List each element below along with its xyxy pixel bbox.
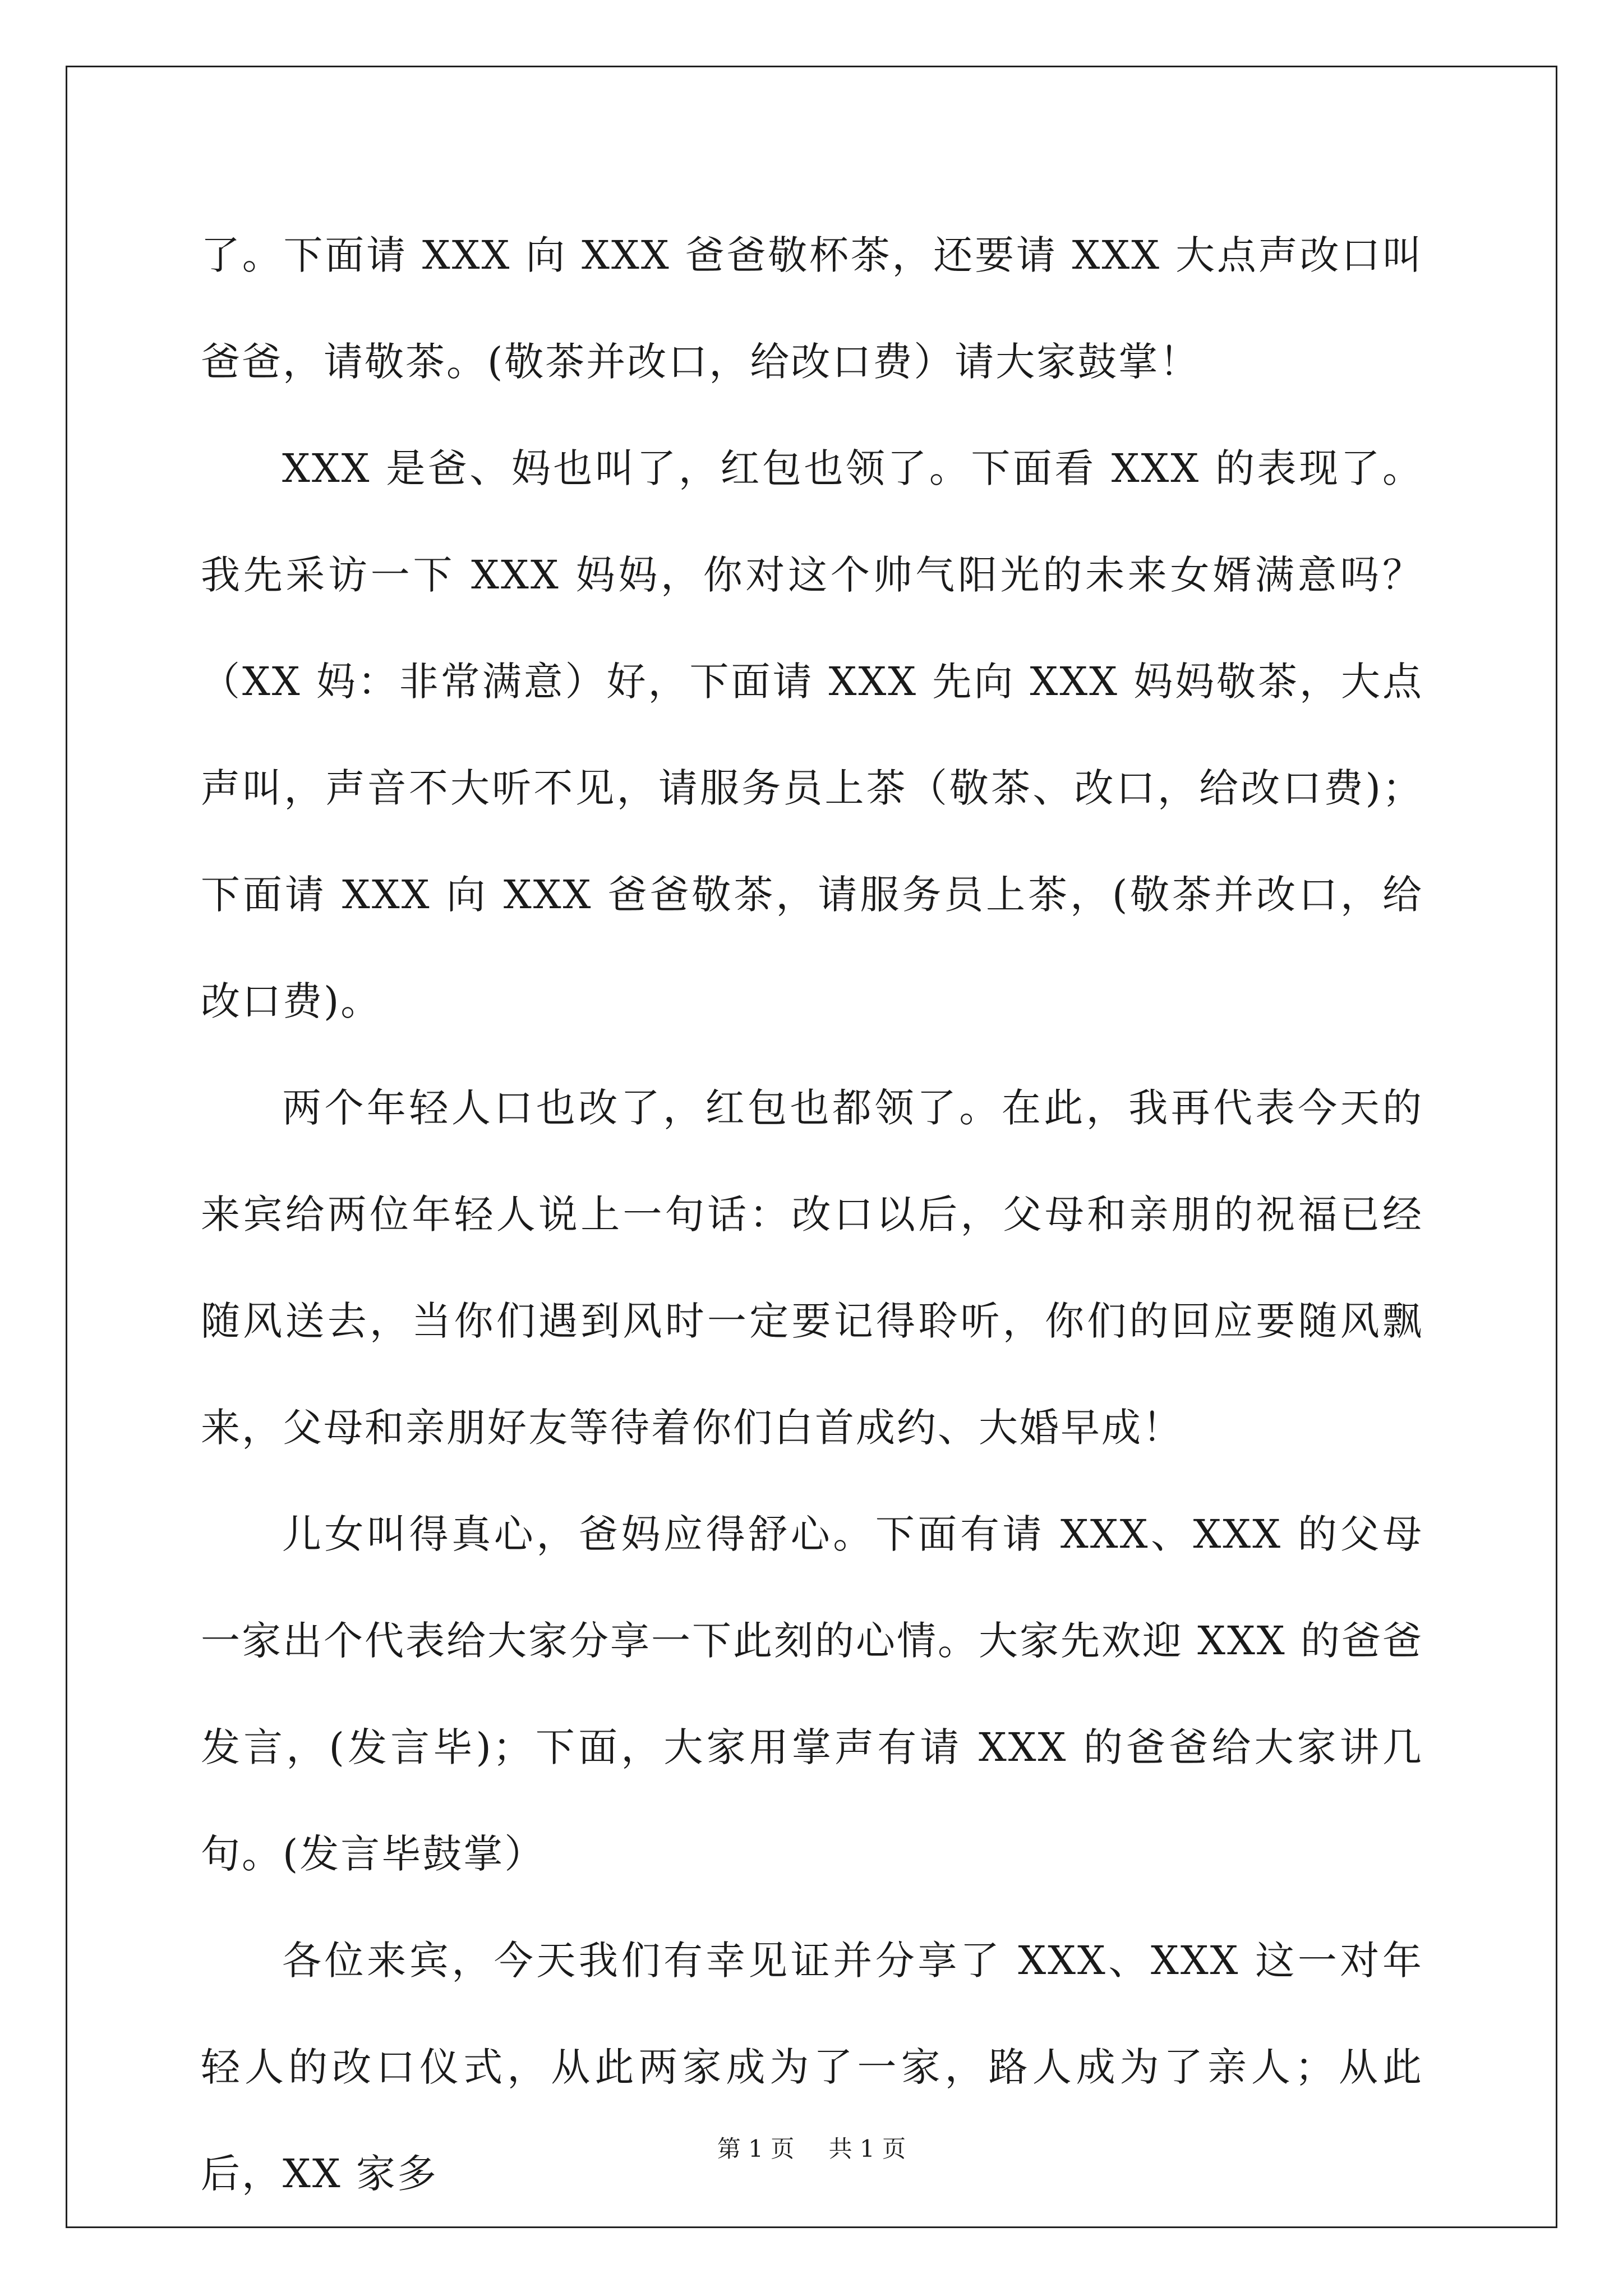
page-number-total: 共 1 页 xyxy=(828,2135,906,2162)
page-footer xyxy=(0,2131,1623,2164)
document-body xyxy=(201,202,1423,2227)
paragraph-3: 两个年轻人口也改了，红包也都领了。在此，我再代表今天的来宾给两位年轻人说上一句话：改口以后，父母和亲朋的祝福已经随风送去，当你们遇到风时一定要记得聆听，你们的回应要随风飘来，父母和亲朋好友等待着你们白首成约、大婚早成！ xyxy=(201,1085,1423,1451)
page-number-current: 第 1 页 xyxy=(717,2135,795,2162)
paragraph-1: 了。下面请 XXX 向 XXX 爸爸敬杯茶，还要请 XXX 大点声改口叫爸爸，请敬茶。(敬茶并改口，给改口费）请大家鼓掌！ xyxy=(201,232,1423,385)
paragraph-4: 儿女叫得真心，爸妈应得舒心。下面有请 XXX、XXX 的父母一家出个代表给大家分享一下此刻的心情。大家先欢迎 XXX 的爸爸发言，(发言毕)；下面，大家用掌声有请 XXX 的爸爸给大家讲几句。(发言毕鼓掌） xyxy=(201,1511,1424,1877)
paragraph-5: 各位来宾，今天我们有幸见证并分享了 XXX、XXX 这一对年轻人的改口仪式，从此两家成为了一家，路人成为了亲人；从此后，XX 家多 xyxy=(201,1938,1423,2197)
paragraph-2: XXX 是爸、妈也叫了，红包也领了。下面看 XXX 的表现了。我先采访一下 XXX 妈妈，你对这个帅气阳光的未来女婿满意吗？（XX 妈：非常满意）好，下面请 XXX 先向 XXX 妈妈敬茶，大点声叫，声音不大听不见，请服务员上茶（敬茶、改口，给改口费)；下面请 XXX 向 XXX 爸爸敬茶，请服务员上茶，(敬茶并改口，给改口费)。 xyxy=(201,445,1423,1024)
